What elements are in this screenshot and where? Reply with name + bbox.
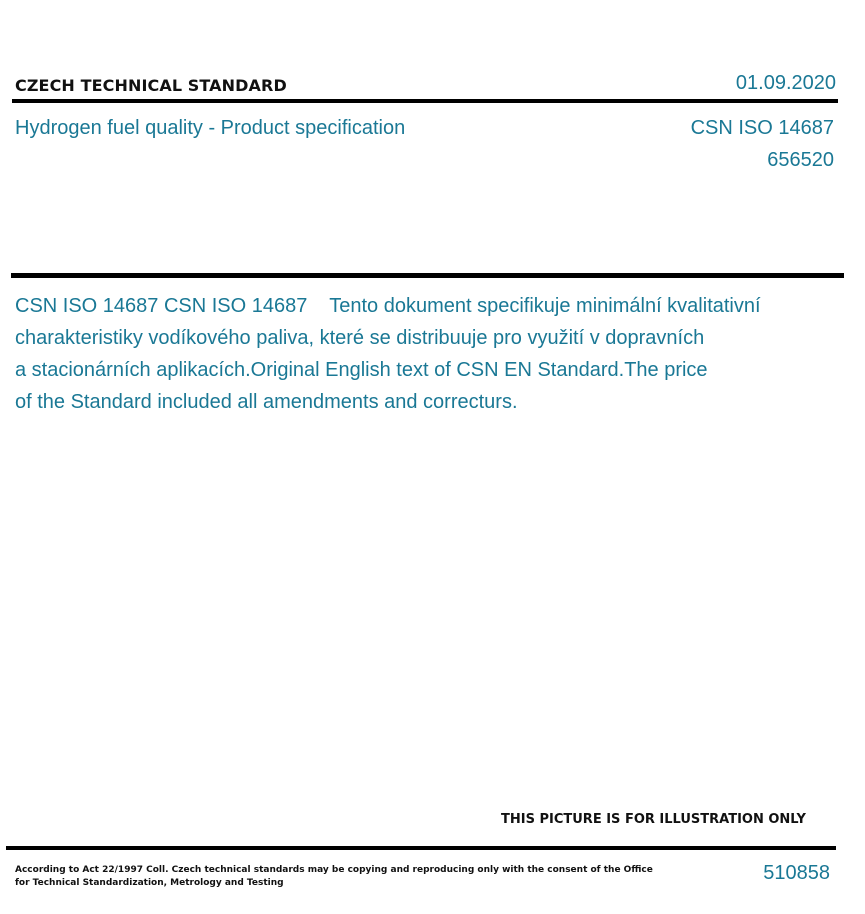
abstract-line: charakteristiky vodíkového paliva, které se distribuuje pro využití v dopravních <box>15 327 705 349</box>
standard-title: Hydrogen fuel quality - Product specification <box>15 117 406 139</box>
section-divider <box>11 273 844 278</box>
standard-code: CSN ISO 14687 <box>690 117 834 139</box>
legal-notice <box>15 864 653 890</box>
header-divider <box>12 99 838 103</box>
document-type-label: CZECH TECHNICAL STANDARD <box>15 76 287 95</box>
illustration-notice: THIS PICTURE IS FOR ILLUSTRATION ONLY <box>501 812 806 827</box>
abstract-line: of the Standard included all amendments and correcturs. <box>15 391 518 413</box>
abstract-line: CSN ISO 14687 CSN ISO 14687 Tento dokument specifikuje minimální kvalitativní <box>15 295 761 317</box>
legal-notice-line: for Technical Standardization, Metrology and Testing <box>15 878 284 888</box>
abstract-text <box>15 290 835 418</box>
legal-notice-line: According to Act 22/1997 Coll. Czech technical standards may be copying and reproducing only with the consent of the Office <box>15 865 653 875</box>
footer-divider <box>6 846 836 850</box>
product-id: 510858 <box>763 862 830 884</box>
publication-date: 01.09.2020 <box>735 72 836 94</box>
abstract-line: a stacionárních aplikacích.Original English text of CSN EN Standard.The price <box>15 359 708 381</box>
classification-code: 656520 <box>767 149 834 171</box>
